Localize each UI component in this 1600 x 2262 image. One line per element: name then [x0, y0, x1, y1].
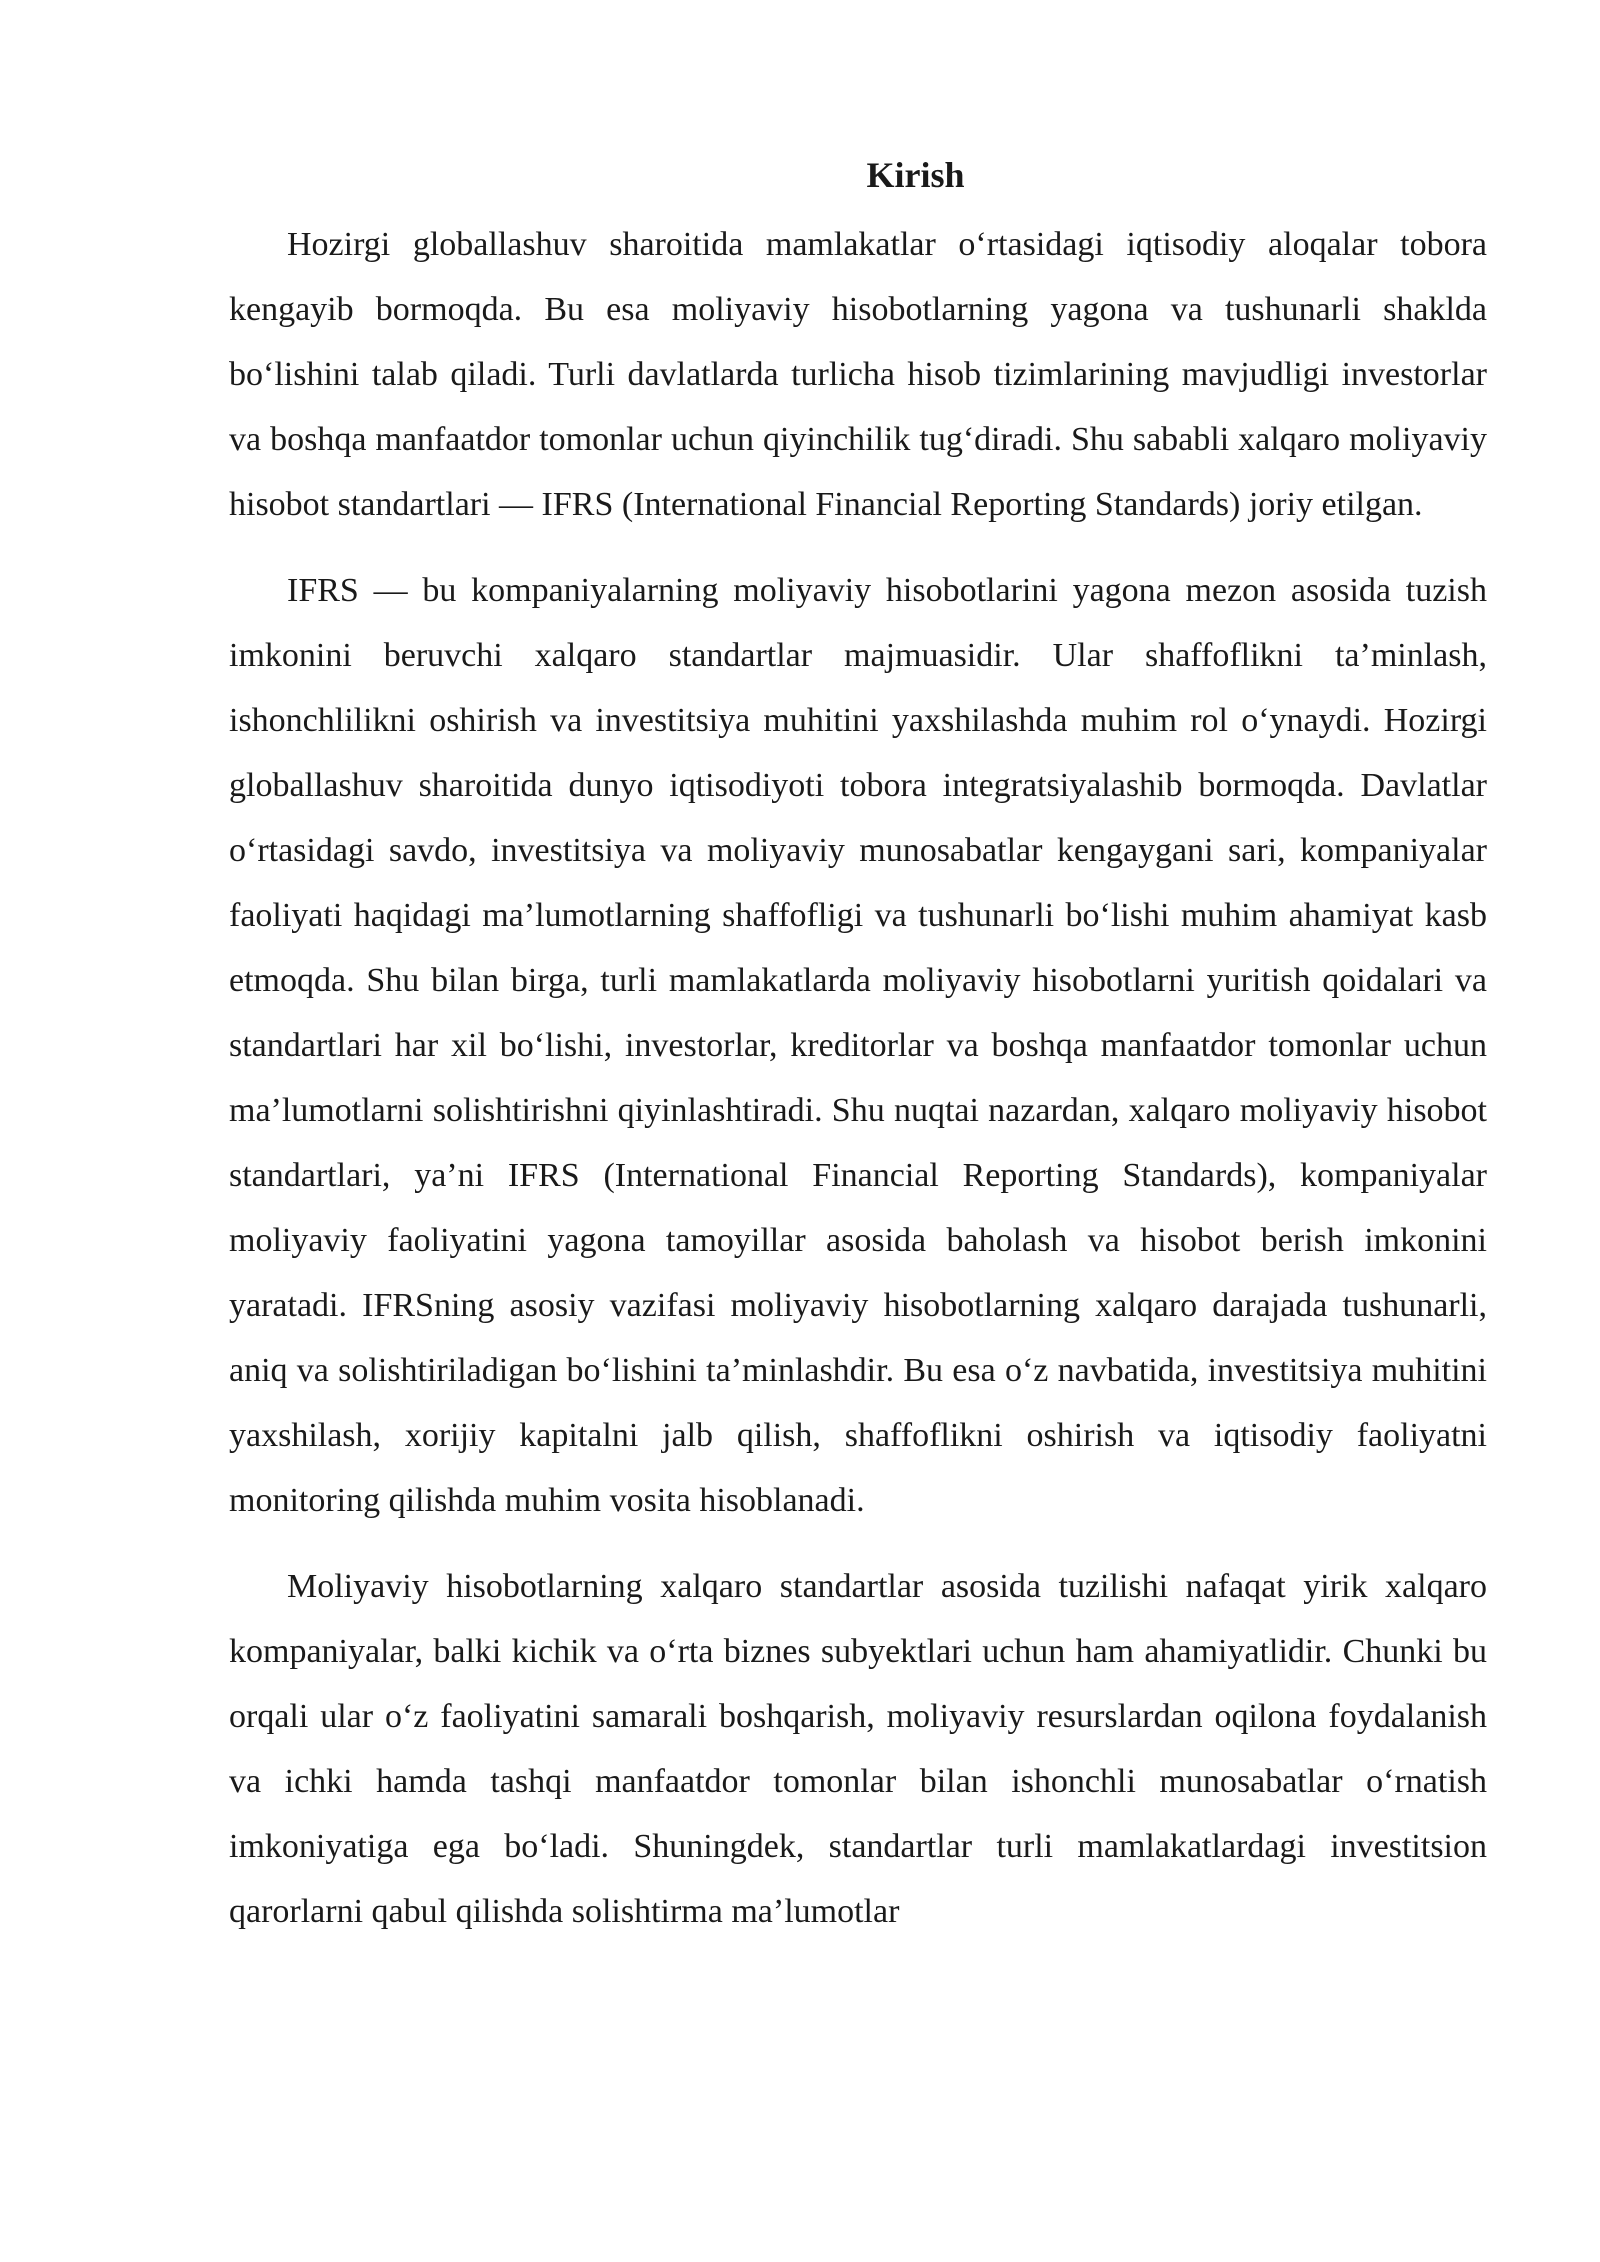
paragraph-3: Moliyaviy hisobotlarning xalqaro standartlar asosida tuzilishi nafaqat yirik xalqaro kompaniyalar, balki kichik va o‘rta biznes subyektlari uchun ham ahamiyatlidir. Chunki bu orqali ular o‘z faoliyatini samarali boshqarish, moliyaviy resurslardan oqilona foydalanish va ichki hamda tashqi manfaatdor tomonlar bilan ishonchli munosabatlar o‘rnatish imkoniyatiga ega bo‘ladi. Shuningdek, standartlar turli mamlakatlardagi investitsion qarorlarni qabul qilishda solishtirma ma’lumotlar — [229, 1568, 1487, 1930]
paragraph-2: IFRS — bu kompaniyalarning moliyaviy hisobotlarini yagona mezon asosida tuzish imkonini beruvchi xalqaro standartlar majmuasidir. Ular shaffoflikni ta’minlash, ishonchlilikni oshirish va investitsiya muhitini yaxshilashda muhim rol o‘ynaydi. Hozirgi globallashuv sharoitida dunyo iqtisodiyoti tobora integratsiyalashib bormoqda. Davlatlar o‘rtasidagi savdo, investitsiya va moliyaviy munosabatlar kengaygani sari, kompaniyalar faoliyati haqidagi ma’lumotlarning shaffofligi va tushunarli bo‘lishi muhim ahamiyat kasb etmoqda. Shu bilan birga, turli mamlakatlarda moliyaviy hisobotlarni yuritish qoidalari va standartlari har xil bo‘lishi, investorlar, kreditorlar va boshqa manfaatdor tomonlar uchun ma’lumotlarni solishtirishni qiyinlashtiradi. Shu nuqtai nazardan, xalqaro moliyaviy hisobot standartlari, ya’ni IFRS (International Financial Reporting Standards), kompaniyalar moliyaviy faoliyatini yagona tamoyillar asosida baholash va hisobot berish imkonini yaratadi. IFRSning asosiy vazifasi moliyaviy hisobotlarning xalqaro darajada tushunarli, aniq va solishtiriladigan bo‘lishini ta’minlashdir. Bu esa o‘z navbatida, investitsiya muhitini yaxshilash, xorijiy kapitalni jalb qilish, shaffoflikni oshirish va iqtisodiy faoliyatni monitoring qilishda muhim vosita hisoblanadi. — [229, 572, 1487, 1519]
page-title: Kirish — [866, 155, 965, 195]
document-body — [229, 148, 1487, 1965]
paragraph-1: Hozirgi globallashuv sharoitida mamlakatlar o‘rtasidagi iqtisodiy aloqalar tobora kengayib bormoqda. Bu esa moliyaviy hisobotlarning yagona va tushunarli shaklda bo‘lishini talab qiladi. Turli davlatlarda turlicha hisob tizimlarining mavjudligi investorlar va boshqa manfaatdor tomonlar uchun qiyinchilik tug‘diradi. Shu sababli xalqaro moliyaviy hisobot standartlari — IFRS (International Financial Reporting Standards) joriy etilgan. — [229, 226, 1487, 523]
